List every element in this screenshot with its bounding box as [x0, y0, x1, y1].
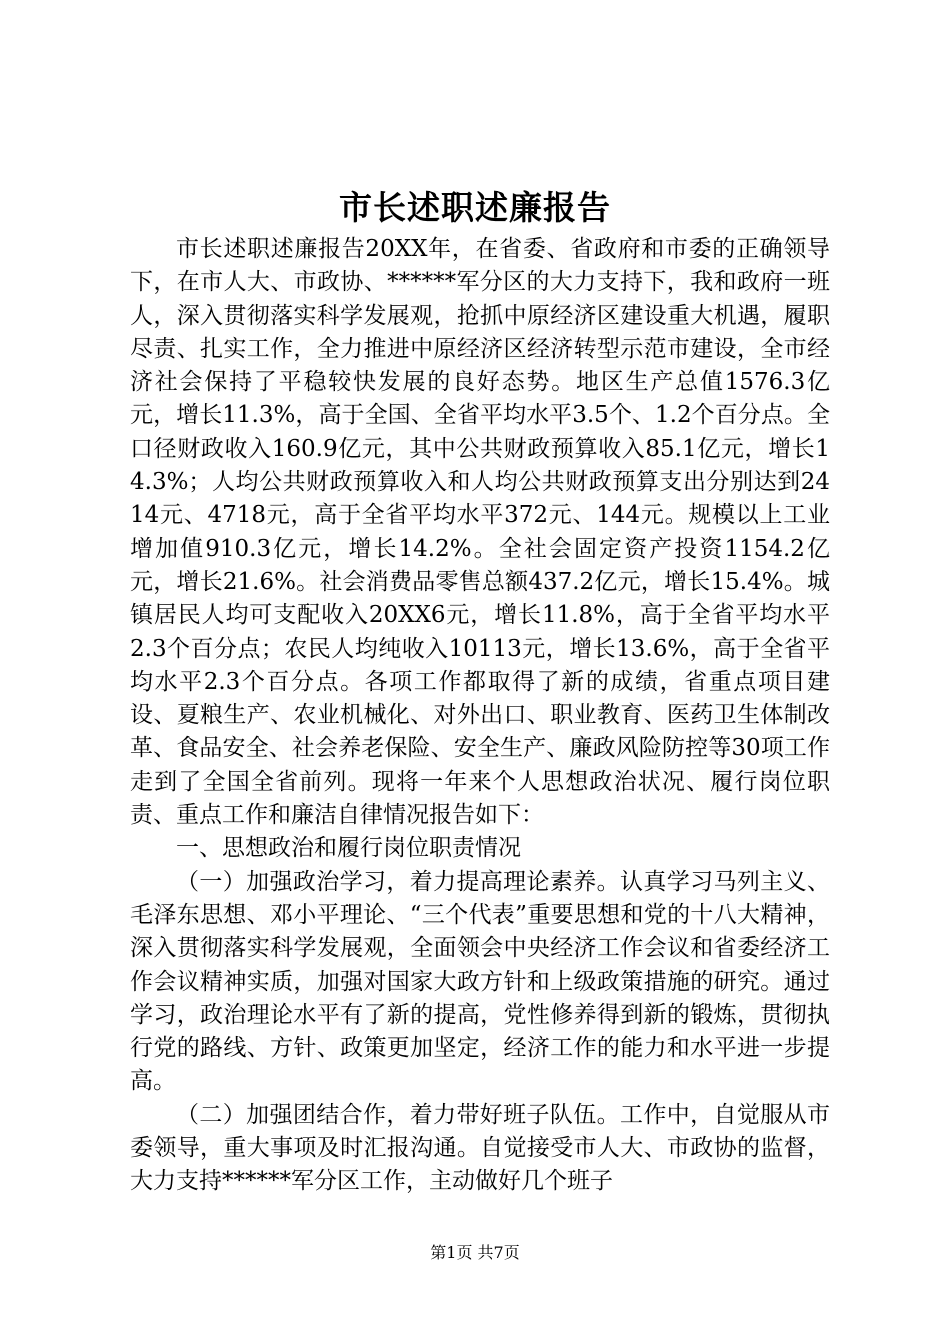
paragraph-teamwork: （二）加强团结合作，着力带好班子队伍。工作中，自觉服从市委领导，重大事项及时汇报沟通。自觉接受市人大、市政协的监督，大力支持******军分区工作，主动做好几个班子: [130, 1101, 830, 1195]
document-body: [130, 233, 830, 1199]
document-title: 市长述职述廉报告: [339, 188, 611, 227]
paragraph-political-study: （一）加强政治学习，着力提高理论素养。认真学习马列主义、毛泽东思想、邓小平理论、“三个代表”重要思想和党的十八大精神，深入贯彻落实科学发展观，全面领会中央经济工作会议和省委经济工作会议精神实质，加强对国家大政方针和上级政策措施的研究。通过学习，政治理论水平有了新的提高，党性修养得到新的锻炼，贯彻执行党的路线、方针、政策更加坚定，经济工作的能力和水平进一步提高。: [130, 868, 830, 1095]
page-number-footer: 第1页 共7页: [430, 1243, 520, 1262]
paragraph-intro: 市长述职述廉报告20XX年，在省委、省政府和市委的正确领导下，在市人大、市政协、******军分区的大力支持下，我和政府一班人，深入贯彻落实科学发展观，抢抓中原经济区建设重大机遇，履职尽责、扎实工作，全力推进中原经济区经济转型示范市建设，全市经济社会保持了平稳较快发展的良好态势。地区生产总值1576.3亿元，增长11.3%，高于全国、全省平均水平3.5个、1.2个百分点。全口径财政收入160.9亿元，其中公共财政预算收入85.1亿元，增长14.3%；人均公共财政预算收入和人均公共财政预算支出分别达到2414元、4718元，高于全省平均水平372元、144元。规模以上工业增加值910.3亿元，增长14.2%。全社会固定资产投资1154.2亿元，增长21.6%。社会消费品零售总额437.2亿元，增长15.4%。城镇居民人均可支配收入20XX6元，增长11.8%，高于全省平均水平2.3个百分点；农民人均纯收入10113元，增长13.6%，高于全省平均水平2.3个百分点。各项工作都取得了新的成绩，省重点项目建设、夏粮生产、农业机械化、对外出口、职业教育、医药卫生体制改革、食品安全、社会养老保险、安全生产、廉政风险防控等30项工作走到了全国全省前列。现将一年来个人思想政治状况、履行岗位职责、重点工作和廉洁自律情况报告如下：: [130, 236, 830, 829]
section-heading: 一、思想政治和履行岗位职责情况: [176, 835, 521, 862]
